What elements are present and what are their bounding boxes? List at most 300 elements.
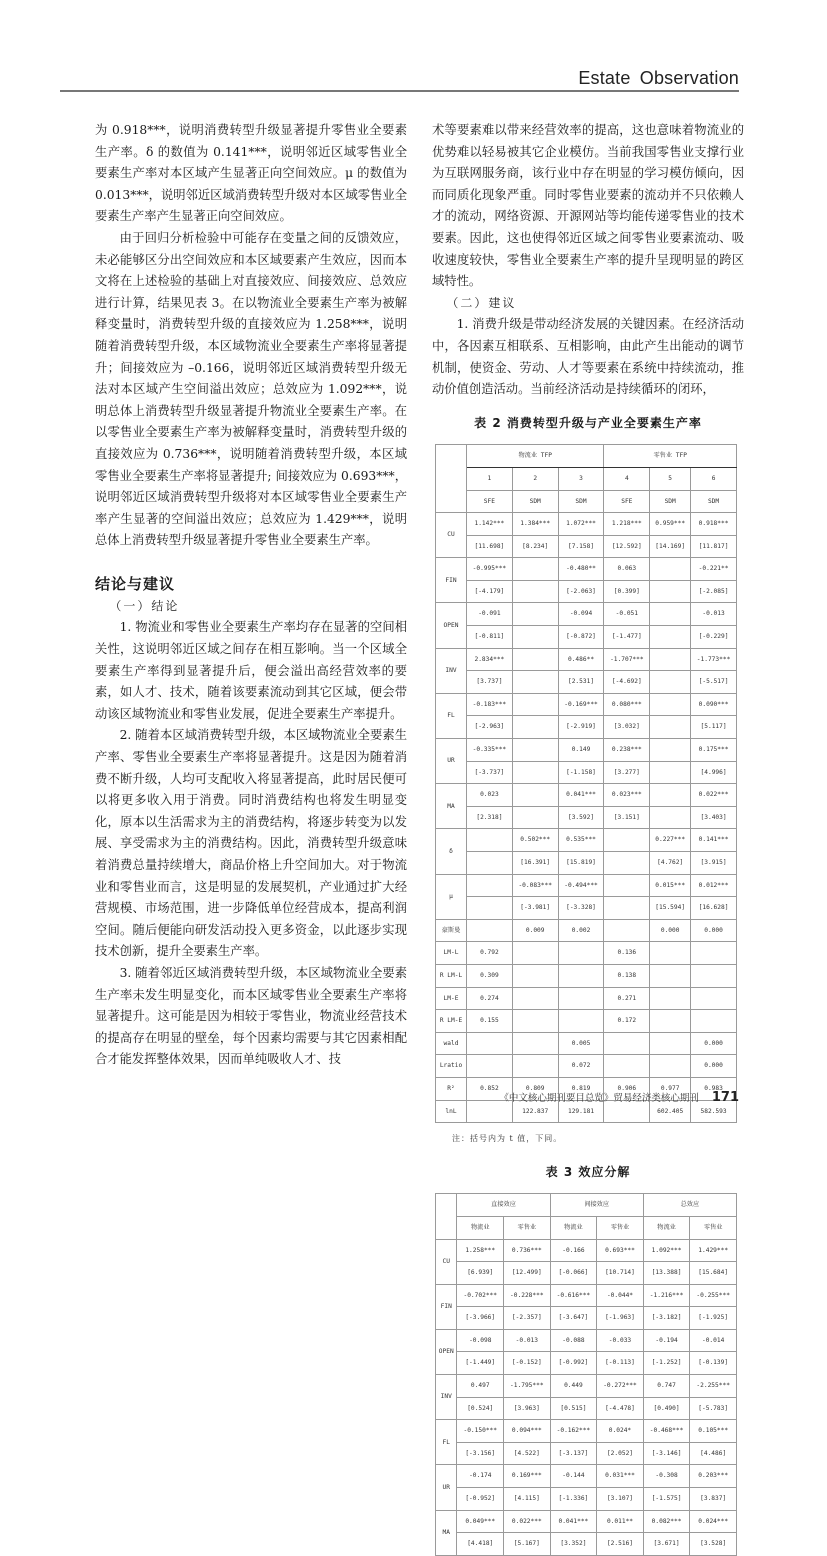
- table2-coef-cell: 0.149: [558, 739, 604, 762]
- table2-stat-cell: 0.136: [604, 942, 650, 965]
- table2-stat-cell: [691, 1010, 737, 1033]
- table3-coef-cell: 0.693***: [597, 1239, 644, 1262]
- table2-coef-row: [436, 739, 737, 762]
- table2-stat-row: [436, 964, 737, 987]
- table2-coef-row: [436, 784, 737, 807]
- table2-stat-cell: 0.000: [691, 919, 737, 942]
- table2-stat-row: [436, 1055, 737, 1078]
- table2-stat-cell: 0.271: [604, 987, 650, 1010]
- table2-tstat-cell: [-0.811]: [466, 626, 512, 649]
- table2-stat-row: [436, 942, 737, 965]
- table2-tstat-cell: [14.169]: [650, 535, 691, 558]
- table2-tstat-cell: [-4.692]: [604, 671, 650, 694]
- table3-tstat-cell: [-1.252]: [643, 1352, 690, 1375]
- table3-tstat-cell: [-0.952]: [457, 1488, 504, 1511]
- table2-tstat-cell: [512, 716, 558, 739]
- table2-coef-cell: [650, 603, 691, 626]
- table3-coef-cell: -0.150***: [457, 1420, 504, 1443]
- table3-tstat-row: [436, 1262, 737, 1285]
- table3-coef-row: [436, 1510, 737, 1533]
- table2-tstat-cell: [5.117]: [691, 716, 737, 739]
- table2-col-model: SFE: [604, 490, 650, 513]
- table3-coef-cell: -0.255***: [690, 1284, 737, 1307]
- table2-col-number: 2: [512, 467, 558, 490]
- table2-tstat-cell: [-5.517]: [691, 671, 737, 694]
- table2-tstat-row: [436, 716, 737, 739]
- table2-col-number: 4: [604, 467, 650, 490]
- table2-coef-cell: [512, 603, 558, 626]
- table2-tstat-cell: [650, 580, 691, 603]
- table3-tstat-cell: [12.499]: [504, 1262, 551, 1285]
- table3-coef-cell: 0.024*: [597, 1420, 644, 1443]
- table2-row-label: R LM-L: [436, 964, 467, 987]
- table2-tstat-cell: [-1.158]: [558, 761, 604, 784]
- table3-coef-cell: -1.216***: [643, 1284, 690, 1307]
- table2-stat-row: [436, 919, 737, 942]
- table3-coef-cell: -0.308: [643, 1465, 690, 1488]
- table2-stat-cell: 129.181: [558, 1100, 604, 1123]
- table2-stat-cell: 0.000: [691, 1055, 737, 1078]
- table3-row-label: OPEN: [436, 1329, 457, 1374]
- table2-tstat-cell: [15.819]: [558, 852, 604, 875]
- table3-coef-cell: 1.092***: [643, 1239, 690, 1262]
- table2-stat-cell: [604, 1032, 650, 1055]
- table3-tstat-row: [436, 1397, 737, 1420]
- table2-tstat-cell: [-2.085]: [691, 580, 737, 603]
- table2-stat-cell: 0.977: [650, 1077, 691, 1100]
- conclusion-paragraph: 2. 随着本区域消费转型升级，本区域物流业全要素生产率、零售业全要素生产率将显著提升。这是因为随着消费不断升级，人均可支配收入将显著提高，此时居民便可以将更多收入用于消费。同时消费结构也将发生明显变化，原本以生活需求为主的消费结构，将逐步转变为以发展、享受需求为主的消费结构。因此，消费转型升级意味着消费总量持续增大，商品价格上升空间加大。对于物流业和零售业而言，这是明显的发展契机，产业通过扩大经营规模、市场范围，进一步降低单位经营成本，提高利润空间。随后便能向研发活动投入更多资金，以此逐步实现技术创新，提升全要素生产率。: [95, 728, 407, 959]
- table3-coef-cell: 1.258***: [457, 1239, 504, 1262]
- table2-stat-cell: [650, 964, 691, 987]
- table2-tstat-cell: [466, 897, 512, 920]
- table2-coef-cell: -0.051: [604, 603, 650, 626]
- table2-coef-row: [436, 693, 737, 716]
- table2-stat-cell: [691, 942, 737, 965]
- table2-coef-cell: [604, 874, 650, 897]
- table2-coef-cell: 0.918***: [691, 513, 737, 536]
- table2-coef-cell: 1.384***: [512, 513, 558, 536]
- table3-tstat-cell: [-0.152]: [504, 1352, 551, 1375]
- table3-coef-cell: 0.449: [550, 1375, 597, 1398]
- table2-coef-cell: [466, 874, 512, 897]
- table2-stat-cell: 0.809: [512, 1077, 558, 1100]
- table3-tstat-cell: [-3.156]: [457, 1442, 504, 1465]
- table2-stat-cell: 122.837: [512, 1100, 558, 1123]
- table2-stat-cell: 0.002: [558, 919, 604, 942]
- table2-stat-cell: 0.792: [466, 942, 512, 965]
- table2-stat-cell: 602.405: [650, 1100, 691, 1123]
- table2-coef-cell: [650, 558, 691, 581]
- table3-coef-cell: 0.024***: [690, 1510, 737, 1533]
- table3-coef-cell: -0.166: [550, 1239, 597, 1262]
- table2-row-label: LM-L: [436, 942, 467, 965]
- conclusion-paragraph: 1. 物流业和零售业全要素生产率均存在显著的空间相关性，这说明邻近区域之间存在相互影响。当一个区域全要素生产率得到显著提升后，便会溢出高经营效率的要素，如人才、技术，随着该要素流动到其它区域，便会带动该区域物流业和零售业发展，促进全要素生产率提升。: [95, 620, 407, 721]
- table2-tstat-cell: [-3.737]: [466, 761, 512, 784]
- body-paragraph: 术等要素难以带来经营效率的提高，这也意味着物流业的优势难以轻易被其它企业模仿。当前我国零售业支撑行业为互联网服务商，该行业中存在明显的学习模仿倾向，因而同质化现象严重。同时零售业要素的流动并不只依赖人才的流动，网络资源、开源网站等均能传递零售业的技术要素。因此，这也使得邻近区域之间零售业要素流动、吸收速度较快，零售业全要素生产率的提升呈现明显的跨区域特性。: [432, 123, 744, 289]
- table2-stat-cell: [650, 1010, 691, 1033]
- table2-col-model: SDM: [512, 490, 558, 513]
- table3-tstat-cell: [-0.992]: [550, 1352, 597, 1375]
- table3-coef-cell: -0.174: [457, 1465, 504, 1488]
- table3-sub-header-row: [436, 1216, 737, 1239]
- table3-coef-cell: 0.105***: [690, 1420, 737, 1443]
- table3-coef-cell: 0.011**: [597, 1510, 644, 1533]
- table3-coef-row: [436, 1420, 737, 1443]
- table3-tstat-cell: [4.418]: [457, 1533, 504, 1556]
- table2-tstat-row: [436, 852, 737, 875]
- footer-journal: 《中文核心期刊要目总览》贸易经济类核心期刊: [499, 1093, 699, 1104]
- table3-tstat-row: [436, 1352, 737, 1375]
- table3-tstat-cell: [2.516]: [597, 1533, 644, 1556]
- table2-tstat-cell: [12.592]: [604, 535, 650, 558]
- table2-coef-cell: -0.091: [466, 603, 512, 626]
- table2-coef-cell: 0.063: [604, 558, 650, 581]
- table2-stat-cell: [558, 1010, 604, 1033]
- table2-coef-cell: 0.023***: [604, 784, 650, 807]
- table2-stat-cell: 0.906: [604, 1077, 650, 1100]
- table3-tstat-cell: [3.107]: [597, 1488, 644, 1511]
- table2-tstat-cell: [-1.477]: [604, 626, 650, 649]
- table3-sub-header: 零售业: [690, 1216, 737, 1239]
- table2-stat-cell: 582.593: [691, 1100, 737, 1123]
- table2-tstat-cell: [604, 852, 650, 875]
- table3-tstat-cell: [-4.478]: [597, 1397, 644, 1420]
- table2-tstat-row: [436, 580, 737, 603]
- table3-tstat-cell: [3.352]: [550, 1533, 597, 1556]
- table2-tstat-row: [436, 626, 737, 649]
- table3-coef-cell: -0.013: [504, 1329, 551, 1352]
- table3-title: 表 3 效应分解: [545, 1164, 631, 1179]
- table2-col-model: SDM: [650, 490, 691, 513]
- table2-tstat-cell: [0.399]: [604, 580, 650, 603]
- table3-tstat-row: [436, 1442, 737, 1465]
- table3-coef-cell: 0.497: [457, 1375, 504, 1398]
- table2-stat-cell: [650, 1055, 691, 1078]
- table2-coef-cell: 0.486**: [558, 648, 604, 671]
- table2-col-number: 3: [558, 467, 604, 490]
- subsection-title: （一）结论: [109, 598, 180, 613]
- table3-coef-cell: -0.194: [643, 1329, 690, 1352]
- table3-tstat-cell: [15.684]: [690, 1262, 737, 1285]
- table2-tstat-cell: [8.234]: [512, 535, 558, 558]
- table2-coef-cell: -0.169***: [558, 693, 604, 716]
- table2-coef-cell: [650, 693, 691, 716]
- table2-tstat-cell: [3.032]: [604, 716, 650, 739]
- table3-tstat-cell: [6.939]: [457, 1262, 504, 1285]
- table2-coef-cell: 1.218***: [604, 513, 650, 536]
- table2-row-label: R²: [436, 1077, 467, 1100]
- table2-coef-cell: -0.335***: [466, 739, 512, 762]
- table2-stat-cell: [691, 964, 737, 987]
- table2-row-label: UR: [436, 739, 467, 784]
- table3-tstat-cell: [-3.137]: [550, 1442, 597, 1465]
- table2-coef-cell: 0.502***: [512, 829, 558, 852]
- table2-coef-cell: 0.227***: [650, 829, 691, 852]
- table3-tstat-cell: [4.522]: [504, 1442, 551, 1465]
- table2-coef-cell: 2.834***: [466, 648, 512, 671]
- table3-coef-cell: -0.468***: [643, 1420, 690, 1443]
- table2-model-row: [436, 490, 737, 513]
- table2-tstat-cell: [-2.963]: [466, 716, 512, 739]
- table2-tstat-row: [436, 761, 737, 784]
- table2-coef-cell: 0.022***: [691, 784, 737, 807]
- table2-tstat-row: [436, 671, 737, 694]
- table3-coef-cell: 0.031***: [597, 1465, 644, 1488]
- table2-row-label: MA: [436, 784, 467, 829]
- table2-stat-cell: [558, 942, 604, 965]
- table2-coef-cell: [512, 558, 558, 581]
- table2-tstat-cell: [16.628]: [691, 897, 737, 920]
- table2-tstat-cell: [11.817]: [691, 535, 737, 558]
- table3-tstat-cell: [-3.966]: [457, 1307, 504, 1330]
- table3-coef-cell: -0.702***: [457, 1284, 504, 1307]
- table2-row-label: R LM-E: [436, 1010, 467, 1033]
- table2-title: 表 2 消费转型升级与产业全要素生产率: [474, 415, 702, 430]
- table2-tstat-cell: [604, 897, 650, 920]
- table2-coef-cell: -0.480**: [558, 558, 604, 581]
- table2-stat-cell: [466, 919, 512, 942]
- table3-tstat-cell: [3.528]: [690, 1533, 737, 1556]
- table2-coef-cell: -0.221**: [691, 558, 737, 581]
- table2-tstat-cell: [650, 716, 691, 739]
- table2-tstat-cell: [650, 806, 691, 829]
- table3-tstat-cell: [13.388]: [643, 1262, 690, 1285]
- table2-tstat-cell: [2.531]: [558, 671, 604, 694]
- table2-coef-cell: 1.072***: [558, 513, 604, 536]
- table3-tstat-cell: [-1.575]: [643, 1488, 690, 1511]
- table2-coef-cell: -0.995***: [466, 558, 512, 581]
- table2-col-number-row: [436, 467, 737, 490]
- table3-tstat-row: [436, 1533, 737, 1556]
- table2: [435, 444, 737, 1123]
- table2-coef-row: [436, 874, 737, 897]
- header-rule: [60, 90, 739, 92]
- table2-coef-cell: 0.023: [466, 784, 512, 807]
- table2-stat-cell: 0.172: [604, 1010, 650, 1033]
- table2-stat-cell: [604, 1055, 650, 1078]
- table3-coef-cell: -0.014: [690, 1329, 737, 1352]
- table2-coef-cell: 0.959***: [650, 513, 691, 536]
- table3-coef-cell: -0.228***: [504, 1284, 551, 1307]
- table3-tstat-cell: [-1.449]: [457, 1352, 504, 1375]
- table2-tstat-cell: [4.996]: [691, 761, 737, 784]
- table2-col-model: SDM: [558, 490, 604, 513]
- table2-stat-cell: 0.155: [466, 1010, 512, 1033]
- table2-coef-cell: 0.175***: [691, 739, 737, 762]
- table3-sub-header: 零售业: [504, 1216, 551, 1239]
- table3-coef-cell: 0.747: [643, 1375, 690, 1398]
- table3-sub-header: 零售业: [597, 1216, 644, 1239]
- table2-row-label: wald: [436, 1032, 467, 1055]
- table2-tstat-cell: [466, 852, 512, 875]
- table2-tstat-cell: [-2.919]: [558, 716, 604, 739]
- table2-stat-cell: [650, 987, 691, 1010]
- table2-tstat-cell: [3.737]: [466, 671, 512, 694]
- table3-tstat-row: [436, 1307, 737, 1330]
- table3-row-label: INV: [436, 1375, 457, 1420]
- table2-stat-cell: [466, 1055, 512, 1078]
- table3-coef-cell: -0.044*: [597, 1284, 644, 1307]
- table2-tstat-cell: [16.391]: [512, 852, 558, 875]
- table2-tstat-cell: [3.277]: [604, 761, 650, 784]
- table2-coef-cell: -1.773***: [691, 648, 737, 671]
- table2-coef-row: [436, 513, 737, 536]
- table2-row-label: OPEN: [436, 603, 467, 648]
- table2-tstat-cell: [650, 761, 691, 784]
- table2-coef-cell: [512, 648, 558, 671]
- table3-tstat-cell: [-3.182]: [643, 1307, 690, 1330]
- table2-coef-cell: [650, 739, 691, 762]
- table3-coef-cell: 0.082***: [643, 1510, 690, 1533]
- left-column: [95, 120, 407, 1071]
- table2-stat-cell: [650, 942, 691, 965]
- table2-tstat-cell: [650, 671, 691, 694]
- table2-coef-cell: [650, 784, 691, 807]
- table2-coef-cell: -0.494***: [558, 874, 604, 897]
- table2-stat-cell: 0.000: [691, 1032, 737, 1055]
- table2-stat-cell: [650, 1032, 691, 1055]
- table3-coef-cell: 0.169***: [504, 1465, 551, 1488]
- table2-tstat-cell: [512, 761, 558, 784]
- table2-row-label: LM-E: [436, 987, 467, 1010]
- table2-stat-cell: 0.138: [604, 964, 650, 987]
- table3-coef-cell: 0.041***: [550, 1510, 597, 1533]
- table3-group-header: 间接效应: [550, 1194, 643, 1217]
- table3-tstat-row: [436, 1488, 737, 1511]
- section-title: 结论与建议: [95, 574, 176, 593]
- table2-tstat-cell: [7.158]: [558, 535, 604, 558]
- body-paragraph: 由于回归分析检验中可能存在变量之间的反馈效应，未必能够区分出空间效应和本区域要素产生效应，因而本文将在上述检验的基础上对直接效应、间接效应、总效应进行计算，结果见表 3。在以物流业全要素生产率为被解释变量时，消费转型升级的直接效应为 1.258***，说明随着消费转型升级，本区域物流业全要素生产率将显著提升；间接效应为 –0.166，说明邻近区域消费转型升级无法对本区域产生空间溢出效应；总效应为 1.092***，说明总体上消费转型升级显著提升物流业全要素生产率。在以零售业全要素生产率为被解释变量时，消费转型升级的直接效应为 0.736***，说明随着消费转型升级，本区域零售业全要素生产率将显著提升; 间接效应为 0.693***，说明邻近区域消费转型升级将对本区域零售业全要素生产率产生显著的空间溢出效应；总效应为 1.429***，说明总体上消费转型升级显著提升零售业全要素生产率。: [95, 230, 407, 548]
- table3-coef-cell: -1.795***: [504, 1375, 551, 1398]
- table2-stat-row: [436, 1010, 737, 1033]
- table2-col-model: SDM: [691, 490, 737, 513]
- table3-coef-cell: -0.144: [550, 1465, 597, 1488]
- table3-coef-cell: 0.022***: [504, 1510, 551, 1533]
- table3-tstat-cell: [-3.647]: [550, 1307, 597, 1330]
- table3-tstat-cell: [-0.139]: [690, 1352, 737, 1375]
- table2-row-label: FIN: [436, 558, 467, 603]
- table2-stat-cell: 0.309: [466, 964, 512, 987]
- table2-coef-cell: -1.707***: [604, 648, 650, 671]
- table2-coef-cell: -0.013: [691, 603, 737, 626]
- right-column: [432, 120, 744, 1556]
- table2-coef-cell: -0.183***: [466, 693, 512, 716]
- table2-row-label: CU: [436, 513, 467, 558]
- suggestion-paragraph: 1. 消费升级是带动经济发展的关键因素。在经济活动中，各因素互相联系、互相影响，由此产生出能动的调节机制，使资金、劳动、人才等要素在系统中持续流动，推动价值创造活动。当前经济活动是持续循环的闭环，: [432, 317, 744, 397]
- subsection-title: （二）建议: [446, 295, 517, 310]
- table2-tstat-cell: [3.403]: [691, 806, 737, 829]
- page-footer: [499, 1090, 739, 1105]
- table3-tstat-cell: [4.115]: [504, 1488, 551, 1511]
- table3-tstat-cell: [-5.783]: [690, 1397, 737, 1420]
- table2-stat-cell: 0.819: [558, 1077, 604, 1100]
- table3-corner-cell: [436, 1194, 457, 1239]
- table2-row-label: δ: [436, 829, 467, 874]
- table3-row-label: FL: [436, 1420, 457, 1465]
- table2-row-label: Lratio: [436, 1055, 467, 1078]
- table2-stat-cell: [512, 1055, 558, 1078]
- table3-coef-row: [436, 1284, 737, 1307]
- table2-coef-cell: [604, 829, 650, 852]
- table2-tstat-row: [436, 806, 737, 829]
- table2-tstat-cell: [4.762]: [650, 852, 691, 875]
- table2-stat-cell: [512, 1032, 558, 1055]
- table2-row-label: 豪斯曼: [436, 919, 467, 942]
- table3-coef-cell: 0.094***: [504, 1420, 551, 1443]
- table2-row-label: INV: [436, 648, 467, 693]
- table3-tstat-cell: [-1.963]: [597, 1307, 644, 1330]
- table2-row-label: FL: [436, 693, 467, 738]
- table3-coef-cell: -0.033: [597, 1329, 644, 1352]
- table3-tstat-cell: [0.515]: [550, 1397, 597, 1420]
- table2-coef-row: [436, 558, 737, 581]
- table2-col-number: 6: [691, 467, 737, 490]
- table3-coef-cell: 0.049***: [457, 1510, 504, 1533]
- table2-tstat-row: [436, 535, 737, 558]
- table2-group-header-row: [436, 445, 737, 468]
- table2-col-number: 5: [650, 467, 691, 490]
- table3-tstat-cell: [10.714]: [597, 1262, 644, 1285]
- table2-stat-cell: [512, 942, 558, 965]
- table2-stat-cell: [691, 987, 737, 1010]
- table2-coef-cell: 0.090***: [691, 693, 737, 716]
- table3-tstat-cell: [5.167]: [504, 1533, 551, 1556]
- table2-group-header: 零售业 TFP: [604, 445, 737, 468]
- table3-group-header: 直接效应: [457, 1194, 550, 1217]
- table2-tstat-cell: [512, 671, 558, 694]
- table3-tstat-cell: [2.052]: [597, 1442, 644, 1465]
- table2-stat-row: [436, 987, 737, 1010]
- table2-stat-cell: [558, 987, 604, 1010]
- table3-coef-cell: -0.162***: [550, 1420, 597, 1443]
- table2-tstat-cell: [-2.063]: [558, 580, 604, 603]
- table2-tstat-cell: [-3.981]: [512, 897, 558, 920]
- table2-stat-cell: [604, 919, 650, 942]
- table2-coef-cell: 0.535***: [558, 829, 604, 852]
- table3-row-label: FIN: [436, 1284, 457, 1329]
- table3-group-header-row: [436, 1194, 737, 1217]
- table3-group-header: 总效应: [643, 1194, 736, 1217]
- table3-coef-cell: -2.255***: [690, 1375, 737, 1398]
- table2-coef-row: [436, 648, 737, 671]
- table2-tstat-row: [436, 897, 737, 920]
- table2-stat-cell: 0.000: [650, 919, 691, 942]
- table3-coef-cell: 0.736***: [504, 1239, 551, 1262]
- table2-coef-cell: [512, 693, 558, 716]
- table3-row-label: UR: [436, 1465, 457, 1510]
- table3-coef-cell: -0.098: [457, 1329, 504, 1352]
- table3-coef-row: [436, 1329, 737, 1352]
- table2-tstat-cell: [512, 626, 558, 649]
- table2-row-label: μ: [436, 874, 467, 919]
- table2-tstat-cell: [-0.872]: [558, 626, 604, 649]
- table2-tstat-cell: [-3.328]: [558, 897, 604, 920]
- table3-sub-header: 物流业: [550, 1216, 597, 1239]
- table3-coef-cell: -0.272***: [597, 1375, 644, 1398]
- table2-coef-cell: [650, 648, 691, 671]
- table3-coef-cell: 0.203***: [690, 1465, 737, 1488]
- table3-coef-cell: 1.429***: [690, 1239, 737, 1262]
- table3-tstat-cell: [-2.357]: [504, 1307, 551, 1330]
- table3-coef-cell: -0.616***: [550, 1284, 597, 1307]
- page-number: 171: [711, 1090, 739, 1105]
- table3-tstat-cell: [-0.113]: [597, 1352, 644, 1375]
- table2-stat-cell: [512, 987, 558, 1010]
- table3-tstat-cell: [0.490]: [643, 1397, 690, 1420]
- table2-tstat-cell: [3.915]: [691, 852, 737, 875]
- table2-coef-cell: 1.142***: [466, 513, 512, 536]
- table2-col-number: 1: [466, 467, 512, 490]
